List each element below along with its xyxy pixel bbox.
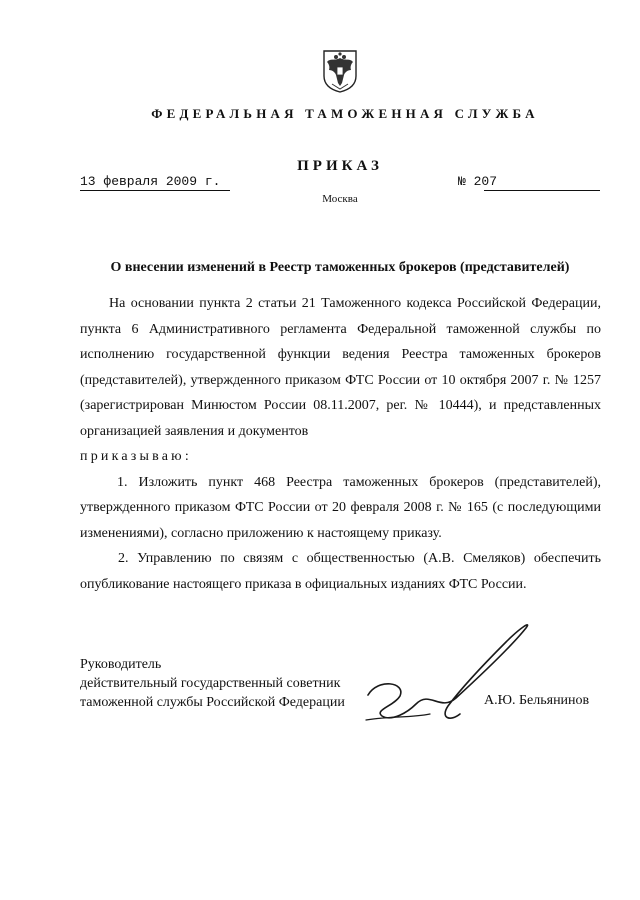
order-date: 13 февраля 2009 г. [80,174,221,189]
document-title: О внесении изменений в Реестр таможенных брокеров (представителей) [110,260,570,275]
item-2-paragraph: 2. Управлению по связям с общественностью (А.В. Смеляков) обеспечить опубликование настоящего приказа в официальных изданиях ФТС России. [80,551,601,592]
number-value: 207 [473,174,498,189]
order-number [458,174,497,189]
item-1-paragraph: 1. Изложить пункт 468 Реестра таможенных брокеров (представителей), утвержденного приказом ФТС России от 20 февраля 2008 г. № 165 (с последующими изменениями), согласно приложению к настоящему приказу. [80,474,601,541]
signatory-block [80,655,345,712]
date-underline [80,190,230,191]
number-label: № [458,174,466,189]
handwritten-signature-icon [360,620,570,730]
signatory-line-2: действительный государственный советник [80,676,341,691]
city: Москва [322,193,358,205]
signatory-line-1: Руководитель [80,657,162,672]
signatory-line-3: таможенной службы Российской Федерации [80,695,345,710]
number-underline [484,190,600,191]
document-body [80,291,601,597]
signatory-name: А.Ю. Бельянинов [484,693,590,708]
order-word: приказываю: [80,449,192,464]
preamble-paragraph: На основании пункта 2 статьи 21 Таможенного кодекса Российской Федерации, пункта 6 Административного регламента Федеральной таможенной службы по исполнению государственной функции ведения Реестра таможенных брокеров (представителей), утвержденного приказом ФТС России от 10 октября 2007 г. № 1257 (зарегистрирован Минюстом России 08.11.2007, рег. № 10444), и представленных организацией заявления и документов [80,296,601,439]
document-type: ПРИКАЗ [297,158,383,174]
coat-of-arms-icon [320,48,360,94]
agency-name: ФЕДЕРАЛЬНАЯ ТАМОЖЕННАЯ СЛУЖБА [151,106,539,121]
